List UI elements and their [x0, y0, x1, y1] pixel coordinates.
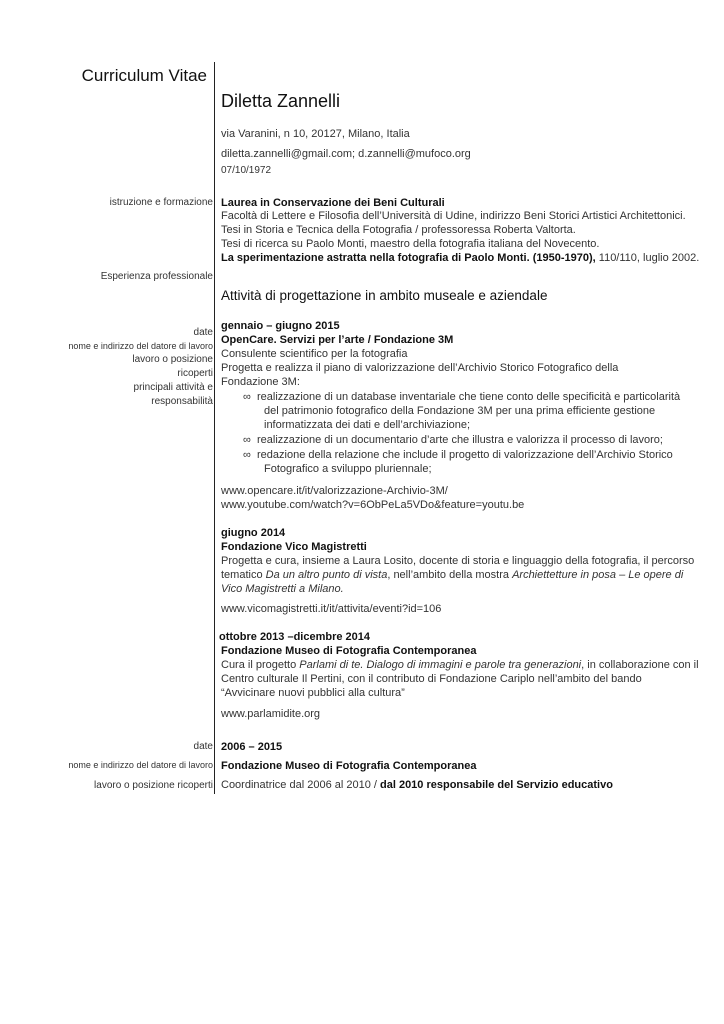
- cv-title: Curriculum Vitae: [81, 66, 207, 85]
- job-employer: OpenCare. Servizi per l’arte / Fondazione 3M: [221, 334, 454, 346]
- activities-label: responsabilità: [151, 396, 213, 407]
- list-item-text: del patrimonio fotografico della Fondazione 3M per una prima efficiente gestione: [264, 405, 656, 417]
- list-item-text: informatizzata dei dati e dell’archiviazione;: [264, 419, 471, 431]
- list-item-text: redazione della relazione che include il progetto di valorizzazione dell’Archivio Storico: [257, 449, 673, 461]
- job-date: 2006 – 2015: [221, 741, 283, 753]
- birth-date: 07/10/1972: [221, 165, 272, 176]
- address: via Varanini, n 10, 20127, Milano, Italia: [221, 128, 410, 140]
- job-date: ottobre 2013 –dicembre 2014: [219, 631, 371, 643]
- position-label: lavoro o posizione: [132, 354, 213, 365]
- job-description: Progetta e realizza il piano di valorizzazione dell’Archivio Storico Fotografico della: [221, 362, 619, 374]
- event-link[interactable]: www.vicomagistretti.it/it/attivita/eventi?id=106: [221, 603, 442, 615]
- education-line: Tesi in Storia e Tecnica della Fotografia / professoressa Roberta Valtorta.: [221, 224, 576, 236]
- position-label: lavoro o posizione ricoperti: [94, 780, 213, 791]
- position-label: ricoperti: [177, 368, 213, 379]
- experience-label: Esperienza professionale: [100, 271, 213, 282]
- job-employer: Fondazione Museo di Fotografia Contemporanea: [221, 645, 477, 657]
- infinity-bullet-icon: ∞: [243, 449, 251, 461]
- thesis-grade: 110/110, luglio 2002.: [595, 252, 700, 264]
- education-thesis: [221, 251, 699, 265]
- exhibition-title: Archiettetture in posa – Le opere di: [512, 569, 684, 581]
- text-run: Coordinatrice dal 2006 al 2010 /: [221, 779, 380, 791]
- job-role: Consulente scientifico per la fotografia: [221, 348, 408, 360]
- list-item-text: Fotografico a sviluppo pluriennale;: [264, 463, 432, 475]
- section-title: Attività di progettazione in ambito museale e aziendale: [221, 288, 548, 303]
- job-date: giugno 2014: [221, 527, 286, 539]
- divider-line: [214, 62, 215, 762]
- job-employer: Fondazione Museo di Fotografia Contemporanea: [221, 760, 477, 772]
- activities-label: principali attività e: [133, 382, 213, 393]
- job-role: [221, 778, 613, 792]
- job-description: [221, 658, 699, 672]
- thesis-title: La sperimentazione astratta nella fotografia di Paolo Monti. (1950-1970),: [221, 252, 596, 264]
- project-site-link[interactable]: www.parlamidite.org: [221, 708, 321, 720]
- employer-label: nome e indirizzo del datore di lavoro: [68, 760, 213, 770]
- role-highlight: dal 2010 responsabile del Servizio educativo: [380, 779, 613, 791]
- infinity-bullet-icon: ∞: [243, 434, 251, 446]
- education-line: Facoltà di Lettere e Filosofia dell’Università di Udine, indirizzo Beni Storici Artistici Architettonici.: [221, 210, 686, 222]
- job-description: Progetta e cura, insieme a Laura Losito, docente di storia e linguaggio della fotografia, il percorso: [221, 555, 695, 567]
- education-line: Tesi di ricerca su Paolo Monti, maestro della fotografia italiana del Novecento.: [221, 238, 600, 250]
- employer-label: nome e indirizzo del datore di lavoro: [68, 341, 213, 351]
- text-run: , in collaborazione con il: [581, 659, 699, 671]
- job-description: [221, 568, 683, 582]
- text-run: tematico: [221, 569, 266, 581]
- emails: diletta.zannelli@gmail.com; d.zannelli@mufoco.org: [221, 148, 471, 160]
- date-label: date: [193, 327, 213, 338]
- date-label: date: [193, 741, 213, 752]
- project-link[interactable]: www.opencare.it/it/valorizzazione-Archivio-3M/: [221, 485, 448, 497]
- exhibition-title-cont: Vico Magistretti a Milano.: [221, 583, 344, 595]
- project-title: Parlami di te. Dialogo di immagini e parole tra generazioni: [299, 659, 582, 671]
- job-description: Centro culturale Il Pertini, con il contributo di Fondazione Cariplo nell’ambito del bando: [221, 673, 642, 685]
- exhibit-path-title: Da un altro punto di vista: [265, 569, 388, 581]
- divider-line-bottom: [214, 740, 215, 794]
- infinity-bullet-icon: ∞: [243, 391, 251, 403]
- job-description: [221, 582, 344, 596]
- job-description: Fondazione 3M:: [221, 376, 300, 388]
- list-item-text: realizzazione di un database inventariale che tiene conto delle specificità e particolarità: [257, 391, 681, 403]
- text-run: Cura il progetto: [221, 659, 300, 671]
- education-label: istruzione e formazione: [109, 197, 213, 208]
- job-date: gennaio – giugno 2015: [221, 320, 340, 332]
- text-run: , nell’ambito della mostra: [387, 569, 513, 581]
- video-link[interactable]: www.youtube.com/watch?v=6ObPeLa5VDo&feature=youtu.be: [221, 499, 525, 511]
- education-degree: Laurea in Conservazione dei Beni Culturali: [221, 197, 445, 209]
- job-description: “Avvicinare nuovi pubblici alla cultura”: [221, 687, 405, 699]
- list-item-text: realizzazione di un documentario d’arte che illustra e valorizza il processo di lavoro;: [257, 434, 663, 446]
- job-employer: Fondazione Vico Magistretti: [221, 541, 367, 553]
- person-name: Diletta Zannelli: [221, 91, 341, 111]
